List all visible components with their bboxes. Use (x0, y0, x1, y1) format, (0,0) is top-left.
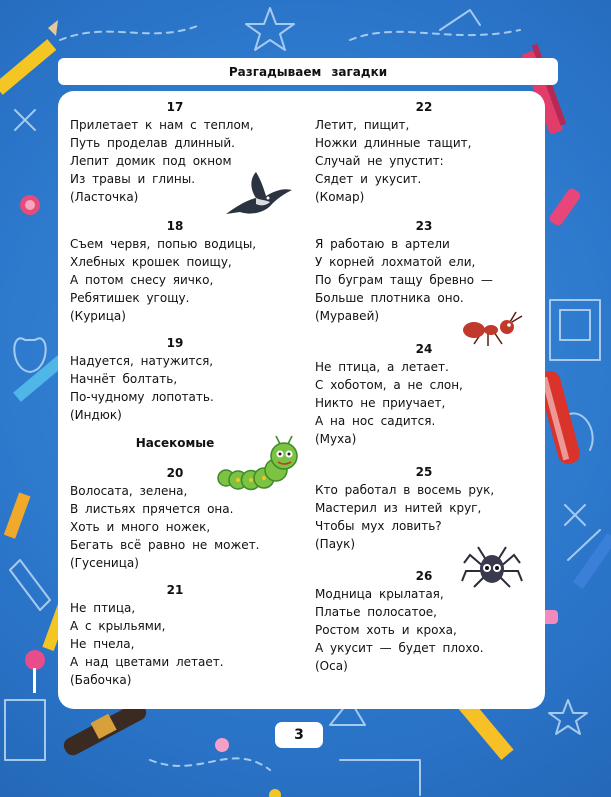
riddle-line: Ребятишек угощу. (70, 291, 190, 305)
riddle-19 (70, 334, 280, 424)
riddle-line: Ростом хоть и кроха, (315, 623, 457, 637)
riddle-number: 23 (415, 219, 433, 233)
riddle-answer: (Оса) (315, 659, 348, 673)
riddle-number: 22 (415, 100, 433, 114)
riddle-number: 17 (166, 100, 184, 114)
riddle-line: Хлебных крошек поищу, (70, 255, 232, 269)
riddle-line: Не птица, (70, 601, 136, 615)
riddle-22 (315, 98, 533, 206)
riddle-answer: (Гусеница) (70, 556, 139, 570)
spider-illustration (460, 541, 524, 593)
riddle-line: Не птица, а летает. (315, 360, 449, 374)
riddle-line: А с крыльями, (70, 619, 166, 633)
riddle-line: Бегать всё равно не может. (70, 538, 260, 552)
ant-illustration (462, 310, 524, 352)
riddle-number: 25 (415, 465, 433, 479)
riddle-line: Никто не приучает, (315, 396, 446, 410)
riddle-line: Волосата, зелена, (70, 484, 188, 498)
riddle-answer: (Муха) (315, 432, 357, 446)
riddle-line: Сядет и укусит. (315, 172, 422, 186)
riddle-line: Начнёт болтать, (70, 372, 178, 386)
riddle-line: Лепит домик под окном (70, 154, 232, 168)
riddle-answer: (Муравей) (315, 309, 380, 323)
section-heading-insects: Насекомые (135, 436, 215, 450)
riddle-line: По буграм тащу бревно — (315, 273, 493, 287)
page-title: Разгадываем загадки (228, 64, 388, 79)
riddle-line: Летит, пищит, (315, 118, 410, 132)
riddle-line: Ножки длинные тащит, (315, 136, 472, 150)
riddle-line: Из травы и глины. (70, 172, 196, 186)
riddle-line: Мастерил из нитей круг, (315, 501, 482, 515)
riddle-answer: (Индюк) (70, 408, 122, 422)
riddle-number: 20 (166, 466, 184, 480)
riddle-line: Случай не упустит: (315, 154, 444, 168)
riddle-line: Надуется, натужится, (70, 354, 214, 368)
riddle-line: Модница крылатая, (315, 587, 444, 601)
riddle-23 (315, 217, 533, 325)
riddle-line: У корней лохматой ели, (315, 255, 476, 269)
riddle-number: 21 (166, 583, 184, 597)
riddle-answer: (Бабочка) (70, 673, 132, 687)
riddle-number: 24 (415, 342, 433, 356)
riddle-24 (315, 340, 533, 448)
riddle-line: А потом снесу яичко, (70, 273, 214, 287)
riddle-line: Больше плотника оно. (315, 291, 464, 305)
caterpillar-illustration (214, 434, 300, 494)
riddle-line: С хоботом, а не слон, (315, 378, 463, 392)
riddle-line: Не пчела, (70, 637, 135, 651)
riddle-line: В листьях прячется она. (70, 502, 234, 516)
riddle-answer: (Комар) (315, 190, 365, 204)
riddle-line: Платье полосатое, (315, 605, 437, 619)
riddle-21 (70, 581, 280, 689)
riddle-line: А укусит — будет плохо. (315, 641, 484, 655)
riddle-answer: (Паук) (315, 537, 356, 551)
riddle-answer: (Ласточка) (70, 190, 139, 204)
swallow-illustration (222, 170, 294, 222)
riddle-number: 18 (166, 219, 184, 233)
riddle-18 (70, 217, 280, 325)
page-number: 3 (275, 722, 323, 748)
title-bar (58, 58, 558, 85)
riddle-line: А над цветами летает. (70, 655, 224, 669)
riddle-line: Прилетает к нам с теплом, (70, 118, 254, 132)
riddle-line: А на нос садится. (315, 414, 436, 428)
riddle-line: Хоть и много ножек, (70, 520, 211, 534)
riddle-25 (315, 463, 533, 553)
riddle-line: По-чудному лопотать. (70, 390, 214, 404)
riddle-line: Съем червя, попью водицы, (70, 237, 257, 251)
riddle-answer: (Курица) (70, 309, 126, 323)
riddle-line: Чтобы мух ловить? (315, 519, 442, 533)
riddle-line: Я работаю в артели (315, 237, 450, 251)
riddle-line: Путь проделав длинный. (70, 136, 235, 150)
riddle-number: 26 (415, 569, 433, 583)
riddle-number: 19 (166, 336, 184, 350)
riddle-line: Кто работал в восемь рук, (315, 483, 495, 497)
